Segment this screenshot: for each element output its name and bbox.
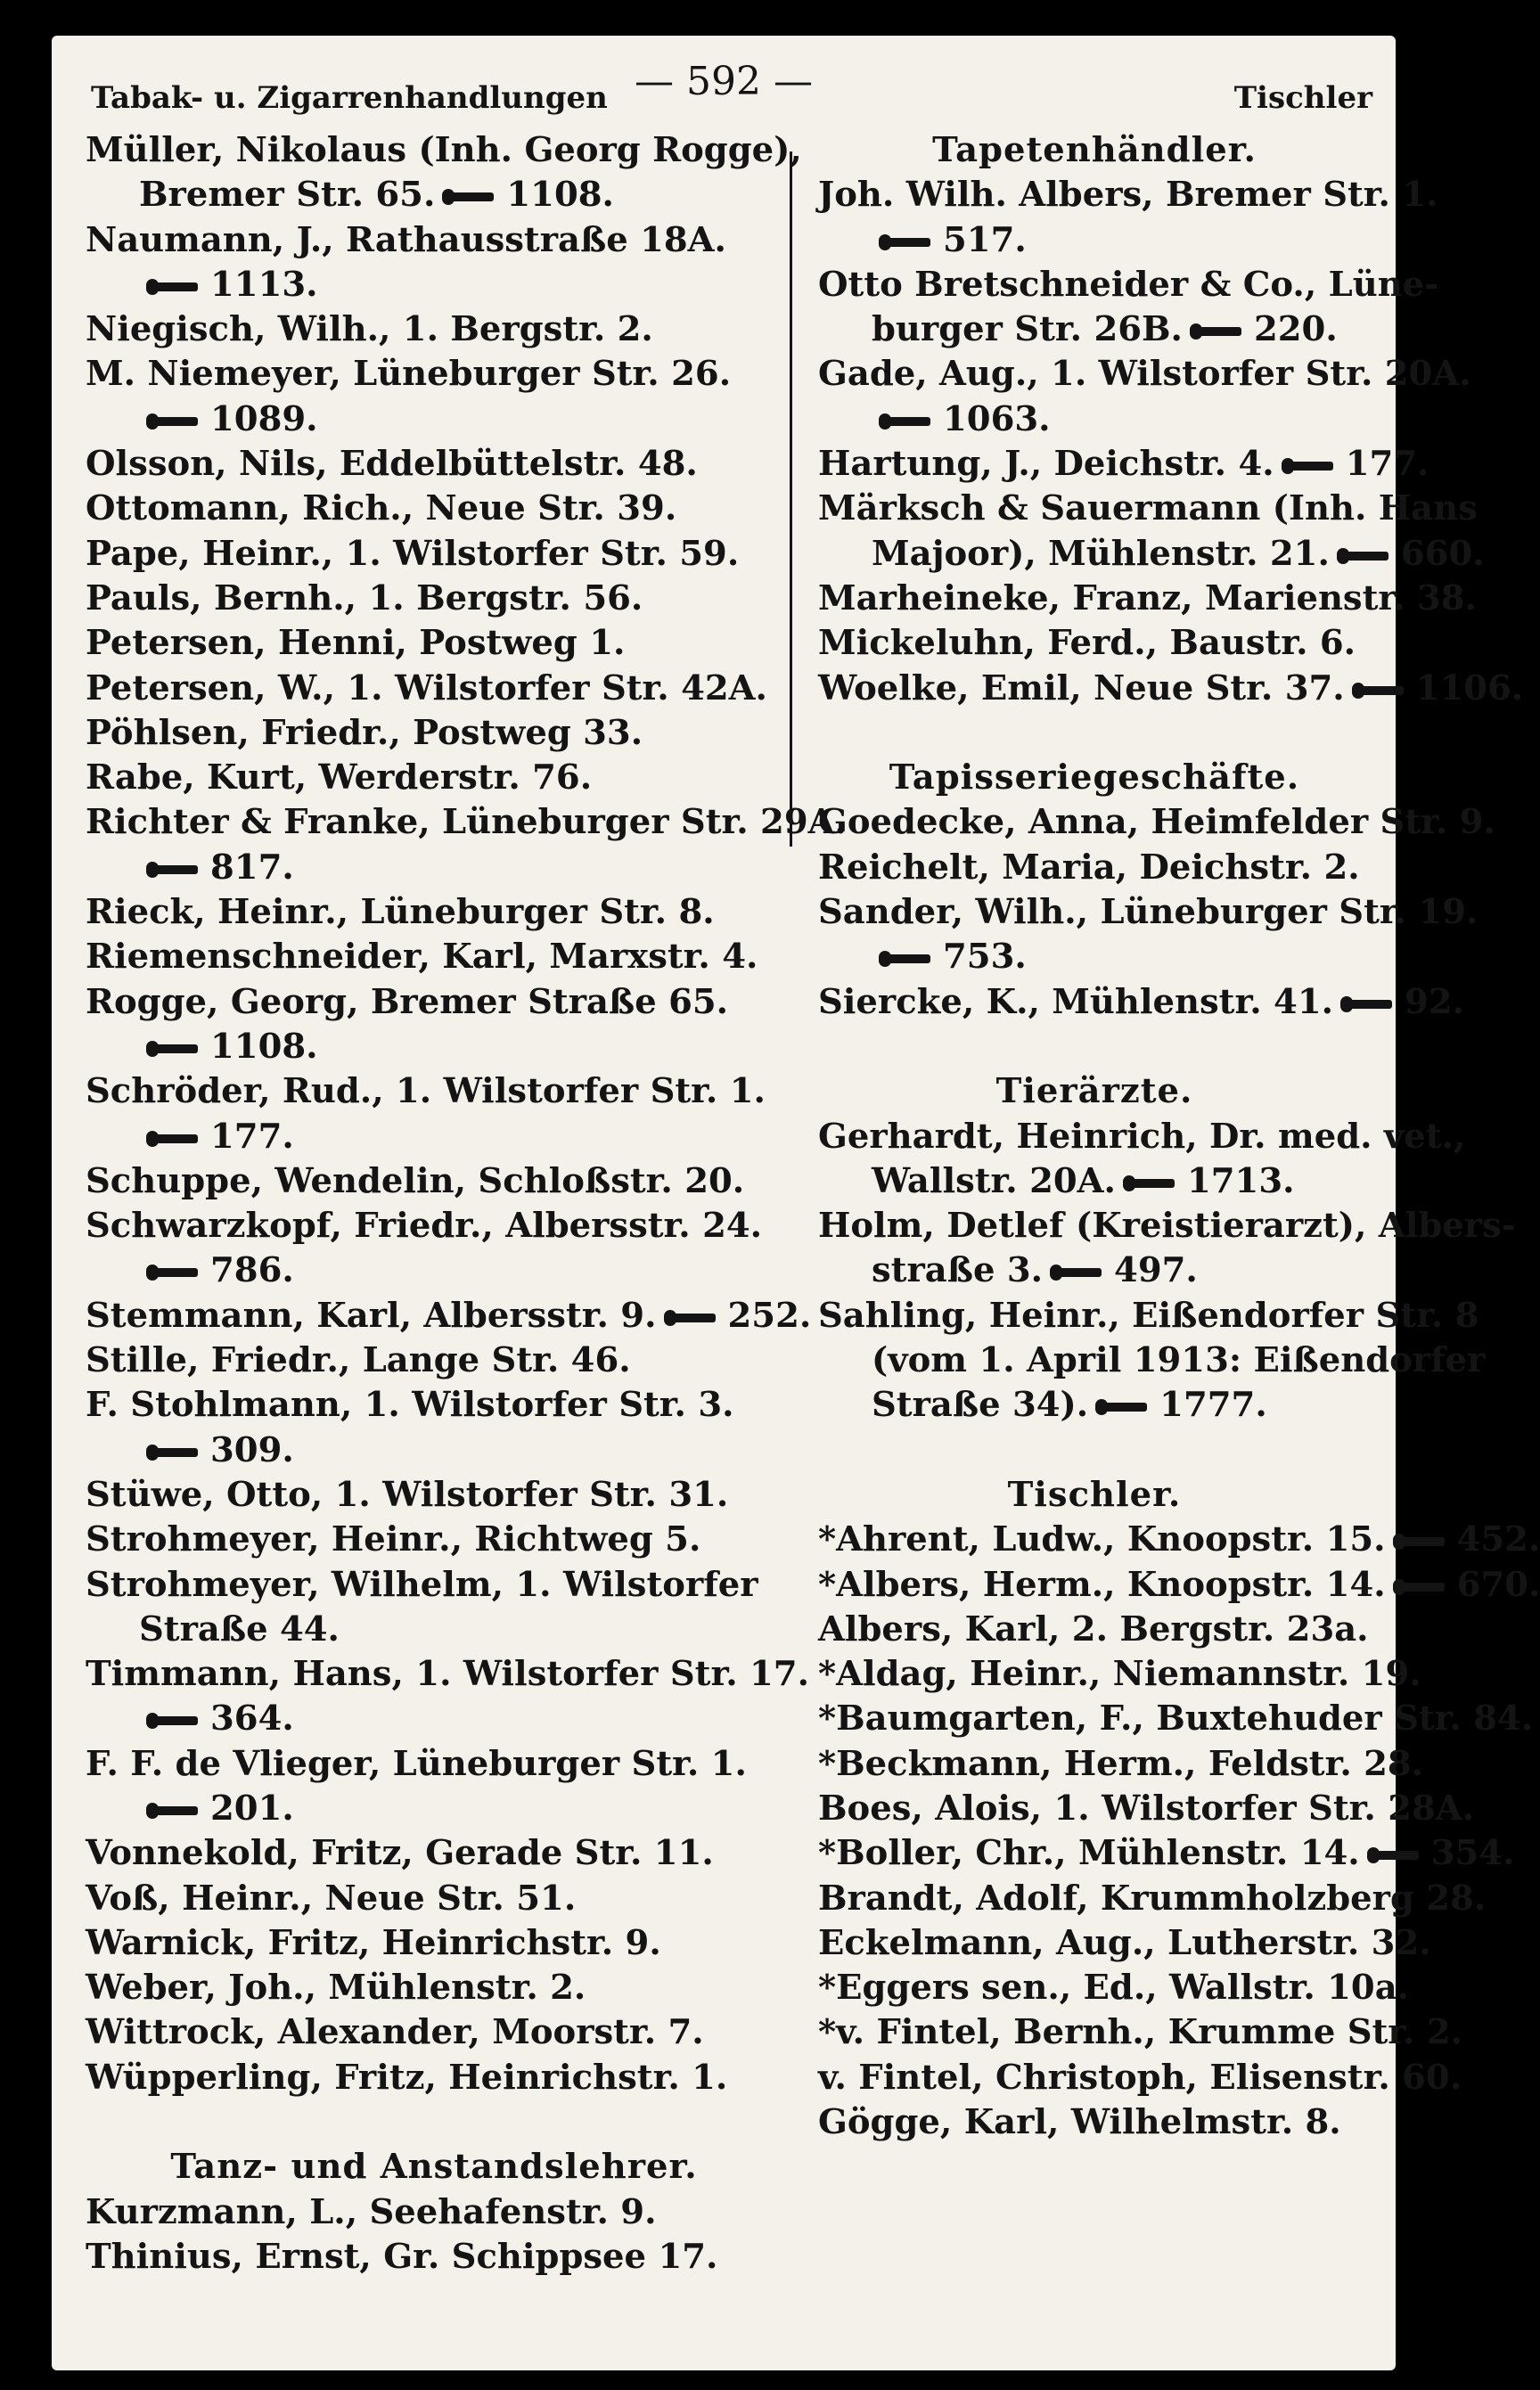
entry-text: v. Fintel, Christoph, Elisenstr. 60. [818,2057,1462,2098]
directory-entry [86,1608,782,1652]
phone-number: 92. [1405,981,1464,1022]
directory-entry [818,1115,1466,1159]
directory-entry [86,352,782,397]
entry-text: straße 3. [872,1250,1044,1291]
directory-entry [818,1383,1371,1428]
directory-entry [818,2100,1371,2145]
phone-number: 354. [1430,1833,1515,1874]
entry-text: *Eggers sen., Ed., Wallstr. 10a. [818,1968,1410,2009]
entry-text: Kurzmann, L., Seehafenstr. 9. [86,2191,657,2232]
directory-entry [86,307,782,352]
directory-entry [86,128,802,173]
directory-entry [86,577,782,621]
directory-entry [818,307,1371,352]
entry-text: Vonnekold, Fritz, Gerade Str. 11. [86,1833,714,1874]
entry-text: Siercke, K., Mühlenstr. 41. [818,981,1334,1022]
directory-entry [86,532,782,577]
directory-entry [86,846,782,890]
entry-text: Albers, Karl, 2. Bergstr. 23a. [818,1608,1369,1649]
phone-number: 1113. [210,264,318,305]
entry-text: Petersen, Henni, Postweg 1. [86,623,626,664]
entry-text: *Ahrent, Ludw., Knoopstr. 15. [818,1519,1386,1560]
telephone-icon [146,1443,200,1462]
telephone-icon [146,1801,200,1821]
entry-text: Weber, Joh., Mühlenstr. 2. [86,1968,586,2009]
directory-entry [86,2190,782,2235]
entry-text: Märksch & Sauermann (Inh. Hans [818,488,1478,529]
entry-text: *Beckmann, Herm., Feldstr. 28. [818,1743,1424,1784]
directory-entry [818,2056,1462,2100]
directory-entry [818,218,1371,263]
directory-entry [818,1742,1424,1787]
entry-text: Wüpperling, Fritz, Heinrichstr. 1. [86,2057,728,2098]
directory-entry [818,1338,1486,1383]
telephone-icon [1393,1577,1446,1597]
telephone-icon [146,1129,200,1149]
directory-entry [86,1428,782,1473]
directory-entry [818,1159,1371,1204]
phone-number: 1106. [1415,667,1524,708]
entry-text: Mickeluhn, Ferd., Baustr. 6. [818,623,1356,664]
directory-entry [86,711,782,756]
directory-entry [818,352,1471,397]
section-heading: Tanz- und Anstandslehrer. [170,2147,698,2188]
directory-entry [86,621,782,666]
directory-entry [86,1966,782,2010]
directory-entry [818,1248,1371,1293]
directory-entry [86,1069,782,1114]
entry-text: Straße 34). [872,1385,1089,1426]
entry-text: Hartung, J., Deichstr. 4. [818,444,1274,485]
telephone-icon [1367,1846,1421,1865]
directory-entry [86,1159,782,1204]
telephone-icon [146,1263,200,1282]
entry-text: *Albers, Herm., Knoopstr. 14. [818,1564,1386,1605]
directory-entry [818,1294,1479,1338]
page-header [52,36,1396,114]
directory-entry [86,667,782,711]
phone-number: 497. [1114,1250,1198,1291]
section-heading: Tapisseriegeschäfte. [889,757,1300,798]
telephone-icon [879,949,932,969]
telephone-icon [1095,1397,1149,1417]
entry-text: *Baumgarten, F., Buxtehuder Str. 84. [818,1698,1534,1739]
directory-entry [818,1518,1540,1562]
entry-text: burger Str. 26B. [872,309,1183,350]
directory-entry [818,263,1439,307]
directory-entry [86,756,782,800]
directory-entry [818,980,1464,1025]
entry-text: *Boller, Chr., Mühlenstr. 14. [818,1833,1360,1874]
section-spacer [818,1428,1371,1473]
directory-entry [86,397,782,442]
directory-entry [86,218,782,263]
running-head-right: Tischler [1233,80,1372,116]
directory-entry [818,1921,1431,1966]
page-number: — 592 — [635,59,813,104]
entry-text: Brandt, Adolf, Krummholzberg 28. [818,1878,1487,1919]
directory-entry [818,577,1477,621]
entry-text: Niegisch, Wilh., 1. Bergstr. 2. [86,309,653,350]
directory-entry [818,173,1438,217]
telephone-icon [1352,681,1405,700]
entry-text: (vom 1. April 1913: Eißendorfer [872,1340,1486,1381]
section-heading: Tapetenhändler. [932,130,1257,170]
phone-number: 786. [210,1250,294,1291]
directory-entry [86,2235,782,2280]
phone-number: 309. [210,1429,294,1470]
entry-text: Pauls, Bernh., 1. Bergstr. 56. [86,577,643,618]
phone-number: 1108. [210,1026,318,1067]
entry-text: Thinius, Ernst, Gr. Schippsee 17. [86,2236,718,2277]
entry-text: Stüwe, Otto, 1. Wilstorfer Str. 31. [86,1474,729,1515]
entry-text: M. Niemeyer, Lüneburger Str. 26. [86,354,732,395]
directory-entry [818,935,1371,979]
phone-number: 1108. [506,175,614,216]
entry-text: Straße 44. [139,1608,340,1649]
directory-entry [86,980,782,1025]
column-divider [790,151,792,847]
telephone-icon [146,1039,200,1059]
phone-number: 753. [943,937,1027,978]
directory-entry [86,1518,782,1562]
directory-entry [818,621,1371,666]
directory-entry [818,890,1479,935]
entry-text: Holm, Detlef (Kreistierarzt), Albers- [818,1206,1516,1247]
directory-entry [86,1652,809,1697]
directory-entry [86,1025,782,1069]
phone-number: 201. [210,1788,294,1829]
entry-text: Boes, Alois, 1. Wilstorfer Str. 28A. [818,1788,1475,1829]
entry-text: Petersen, W., 1. Wilstorfer Str. 42A. [86,667,767,708]
entry-text: Timmann, Hans, 1. Wilstorfer Str. 17. [86,1654,809,1695]
entry-text: Schröder, Rud., 1. Wilstorfer Str. 1. [86,1071,766,1112]
entry-text: Gerhardt, Heinrich, Dr. med. vet., [818,1116,1466,1157]
directory-entry [818,1787,1475,1831]
entry-text: Gade, Aug., 1. Wilstorfer Str. 20A. [818,354,1471,395]
telephone-icon [879,233,932,252]
entry-text: F. F. de Vlieger, Lüneburger Str. 1. [86,1743,747,1784]
directory-entry [86,2010,782,2055]
section-spacer [818,1025,1371,1069]
phone-number: 177. [210,1116,294,1157]
entry-text: Richter & Franke, Lüneburger Str. 29A. [86,802,847,843]
entry-text: Sander, Wilh., Lüneburger Str. 19. [818,892,1479,933]
directory-entry [86,1204,782,1248]
directory-entry [86,1473,782,1518]
phone-number: 817. [210,847,294,888]
entry-text: Naumann, J., Rathausstraße 18A. [86,219,726,260]
entry-text: Wittrock, Alexander, Moorstr. 7. [86,2012,704,2053]
entry-text: Riemenschneider, Karl, Marxstr. 4. [86,937,758,978]
entry-text: Olsson, Nils, Eddelbüttelstr. 48. [86,444,698,485]
directory-entry [86,487,782,531]
directory-entry [86,1787,782,1831]
entry-text: Schuppe, Wendelin, Schloßstr. 20. [86,1160,745,1201]
directory-entry [818,397,1371,442]
entry-text: Goedecke, Anna, Heimfelder Str. 9. [818,802,1495,843]
directory-entry [818,1563,1540,1608]
phone-number: 1713. [1186,1160,1295,1201]
phone-number: 252. [727,1295,812,1336]
directory-entry [86,1877,782,1921]
entry-text: *Aldag, Heinr., Niemannstr. 19. [818,1654,1421,1695]
telephone-icon [442,187,496,207]
directory-entry [818,1204,1516,1248]
entry-text: Stemmann, Karl, Albersstr. 9. [86,1295,657,1336]
entry-text: Bremer Str. 65. [139,175,436,216]
entry-text: F. Stohlmann, 1. Wilstorfer Str. 3. [86,1385,734,1426]
entry-text: Rabe, Kurt, Werderstr. 76. [86,757,593,798]
entry-text: Rogge, Georg, Bremer Straße 65. [86,981,729,1022]
entry-text: Strohmeyer, Wilhelm, 1. Wilstorfer [86,1564,758,1605]
directory-entry [818,1877,1487,1921]
entry-text: Stille, Friedr., Lange Str. 46. [86,1340,631,1381]
entry-text: Pöhlsen, Friedr., Postweg 33. [86,712,643,753]
directory-entry [818,667,1524,711]
directory-entry [86,173,782,217]
directory-entry [818,2010,1463,2055]
directory-entry [86,1697,782,1741]
entry-text: Eckelmann, Aug., Lutherstr. 32. [818,1922,1431,1963]
telephone-icon [1393,1532,1446,1551]
phone-number: 517. [943,219,1027,260]
section-spacer [86,2100,782,2145]
phone-number: 177. [1345,444,1429,485]
phone-number: 660. [1400,533,1485,574]
section-heading: Tierärzte. [995,1071,1193,1112]
entry-text: Woelke, Emil, Neue Str. 37. [818,667,1345,708]
telephone-icon [146,1711,200,1731]
phone-number: 364. [210,1698,294,1739]
right-column [818,128,1540,2145]
entry-text: Majoor), Mühlenstr. 21. [872,533,1330,574]
directory-entry [818,1652,1421,1697]
entry-text: Strohmeyer, Heinr., Richtweg 5. [86,1519,701,1560]
running-head-left: Tabak- u. Zigarrenhandlungen [91,80,608,116]
directory-entry [818,532,1485,577]
telephone-icon [879,412,932,431]
entry-text: Warnick, Fritz, Heinrichstr. 9. [86,1922,661,1963]
entry-text: Reichelt, Maria, Deichstr. 2. [818,847,1360,888]
section-spacer [818,711,1371,756]
phone-number: 1089. [210,398,318,439]
directory-entry [818,487,1478,531]
phone-number: 1063. [943,398,1051,439]
telephone-icon [1337,546,1390,566]
directory-entry [86,2056,782,2100]
directory-entry [86,1742,782,1787]
entry-text: Joh. Wilh. Albers, Bremer Str. 1. [818,175,1438,216]
phone-number: 220. [1253,309,1338,350]
entry-text: Pape, Heinr., 1. Wilstorfer Str. 59. [86,533,740,574]
directory-entry [86,1563,782,1608]
directory-entry [86,1115,782,1159]
telephone-icon [664,1308,717,1328]
entry-text: Wallstr. 20A. [872,1160,1116,1201]
entry-text: *v. Fintel, Bernh., Krumme Str. 2. [818,2012,1463,2053]
directory-entry [818,800,1495,845]
directory-entry [86,800,847,845]
directory-entry [86,1831,782,1876]
directory-page [52,36,1540,2370]
directory-entry [86,1383,782,1428]
entry-text: Schwarzkopf, Friedr., Albersstr. 24. [86,1206,763,1247]
directory-entry [818,1966,1410,2010]
entry-text: Müller, Nikolaus (Inh. Georg Rogge), [86,130,802,170]
directory-entry [818,1608,1371,1652]
entry-text: Marheineke, Franz, Marienstr. 38. [818,577,1477,618]
directory-entry [818,1697,1534,1741]
section-heading: Tischler. [1007,1474,1182,1515]
directory-entry [86,1294,812,1338]
directory-entry [86,890,782,935]
phone-number: 1777. [1159,1385,1267,1426]
entry-text: Voß, Heinr., Neue Str. 51. [86,1878,577,1919]
phone-number: 452. [1456,1519,1540,1560]
directory-entry [86,442,782,487]
directory-entry [86,1338,782,1383]
directory-entry [86,935,782,979]
telephone-icon [1123,1174,1176,1193]
telephone-icon [1282,456,1335,476]
directory-entry [818,1831,1515,1876]
directory-entry [86,263,782,307]
directory-entry [818,846,1371,890]
directory-entry [818,442,1429,487]
telephone-icon [1340,994,1394,1014]
telephone-icon [146,860,200,880]
entry-text: Sahling, Heinr., Eißendorfer Str. 8 [818,1295,1479,1336]
telephone-icon [146,277,200,297]
telephone-icon [1050,1263,1103,1282]
entry-text: Ottomann, Rich., Neue Str. 39. [86,488,677,529]
entry-text: Gögge, Karl, Wilhelmstr. 8. [818,2102,1341,2143]
phone-number: 670. [1456,1564,1540,1605]
directory-entry [86,1921,782,1966]
telephone-icon [1190,322,1243,341]
directory-entry [86,1248,782,1293]
telephone-icon [146,412,200,431]
left-column [86,128,847,2280]
entry-text: Rieck, Heinr., Lüneburger Str. 8. [86,892,715,933]
entry-text: Otto Bretschneider & Co., Lüne- [818,264,1439,305]
